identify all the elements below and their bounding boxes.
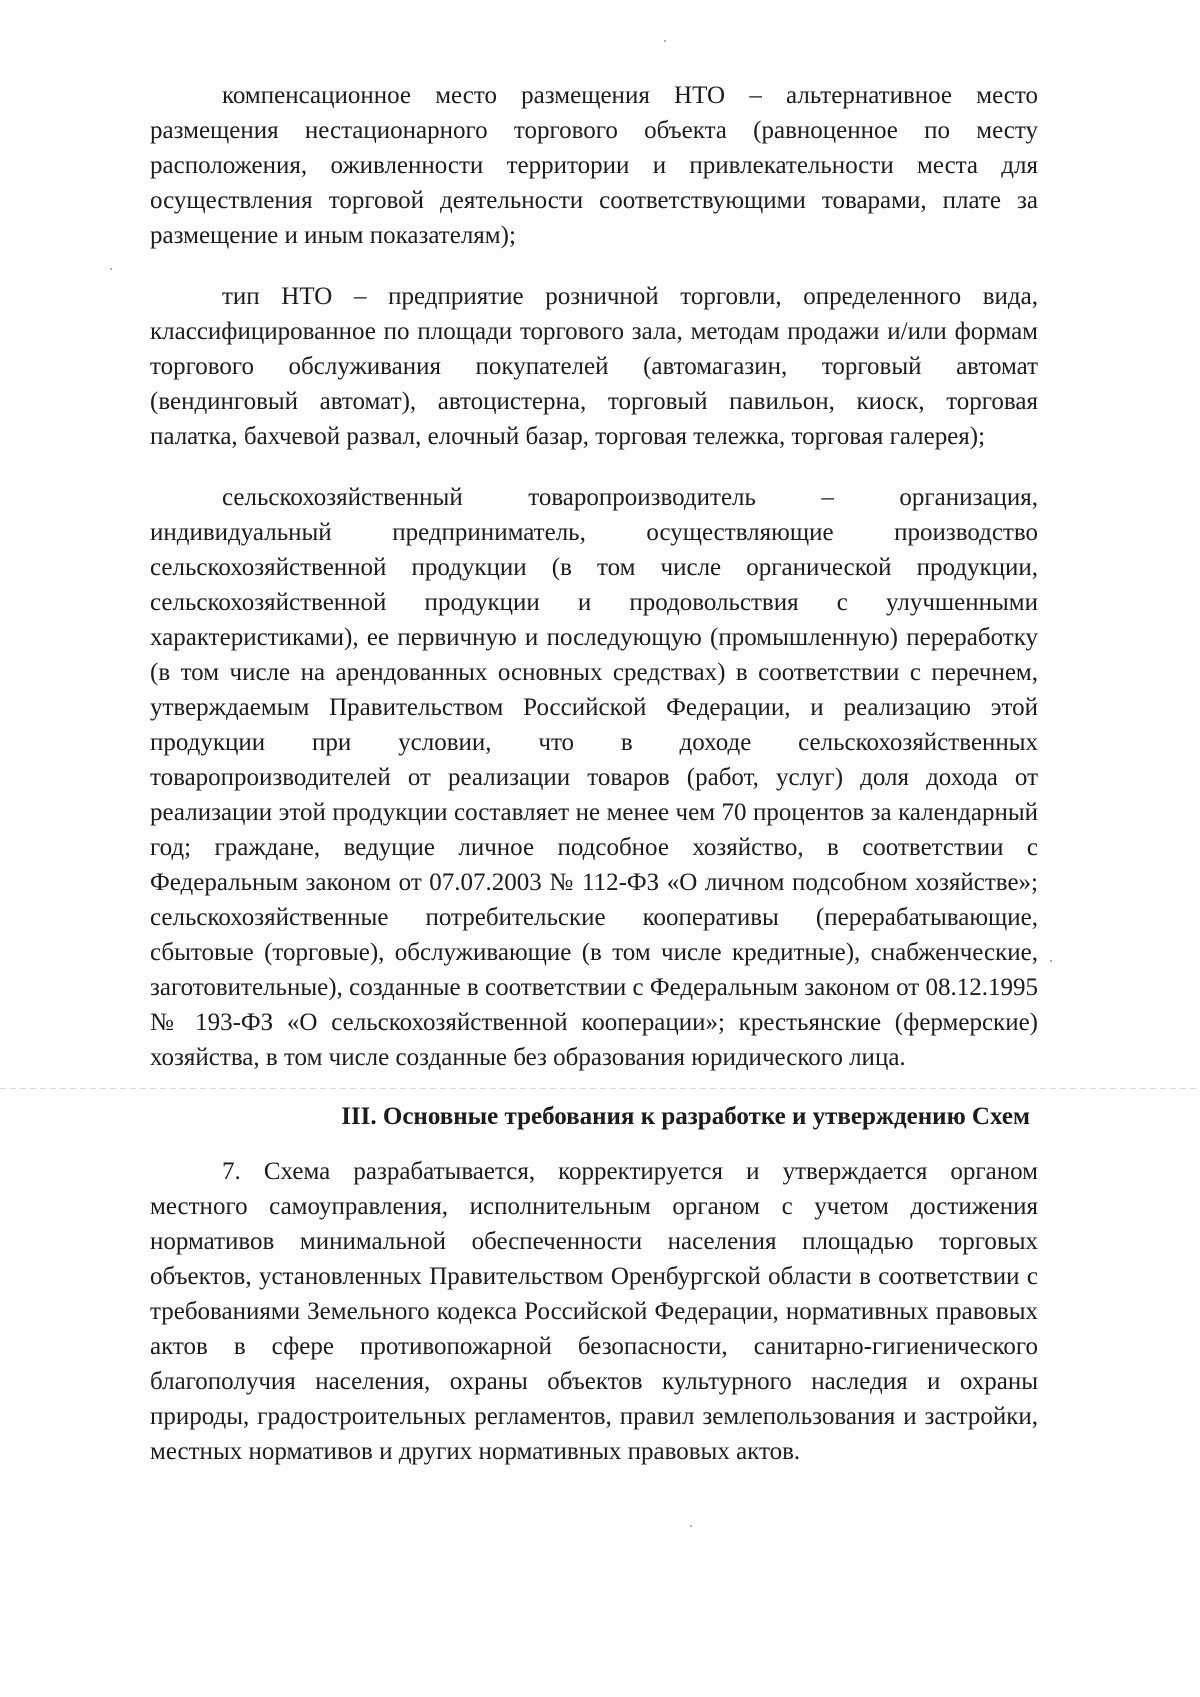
section-heading: III. Основные требования к разработке и утверждению Схем bbox=[341, 1103, 1030, 1130]
paragraph-spacer bbox=[150, 253, 1038, 279]
scan-speck bbox=[690, 1525, 692, 1527]
scan-speck bbox=[110, 268, 112, 270]
scan-speck bbox=[1050, 960, 1052, 962]
document-page bbox=[150, 78, 1038, 1469]
paragraph-spacer bbox=[150, 454, 1038, 480]
paragraph-nto-compensation-place: компенсационное место размещения НТО – альтернативное место размещения нестационарного торгового объекта (равноценное по месту расположения, оживленности территории и привлекательности места для осуществления торговой деятельности соответствующими товарами, плате за размещение и иным показателям); bbox=[150, 82, 1038, 249]
paragraph-agricultural-producer: сельскохозяйственный товаропроизводитель – организация, индивидуальный предприниматель, осуществляющие производство сельскохозяйственной продукции (в том числе органической продукции, сельскохозяйственной продукции и продовольствия с улучшенными характеристиками), ее первичную и последующую (промышленную) переработку (в том числе на арендованных основных средствах) в соответствии с перечнем, утверждаемым Правительством Российской Федерации, и реализацию этой продукции при условии, что в доходе сельскохозяйственных товаропроизводителей от реализации товаров (работ, услуг) доля дохода от реализации этой продукции составляет не менее чем 70 процентов за календарный год; граждане, ведущие личное подсобное хозяйство, в соответствии с Федеральным законом от 07.07.2003 № 112-ФЗ «О личном подсобном хозяйстве»; сельскохозяйственные потребительские кооперативы (перерабатывающие, сбытовые (торговые), обслуживающие (в том числе кредитные), снабженческие, заготовительные), созданные в соответствии с Федеральным законом от 08.12.1995 № 193-ФЗ «О сельскохозяйственной кооперации»; крестьянские (фермерские) хозяйства, в том числе созданные без образования юридического лица. bbox=[150, 484, 1038, 1071]
scan-artifact-line bbox=[0, 1088, 1200, 1089]
paragraph-item-7: 7. Схема разрабатывается, корректируется и утверждается органом местного самоуправления, исполнительным органом с учетом достижения нормативов минимальной обеспеченности населения площадью торговых объектов, установленных Правительством Оренбургской области в соответствии с требованиями Земельного кодекса Российской Федерации, нормативных правовых актов в сфере противопожарной безопасности, санитарно-гигиенического благополучия населения, охраны объектов культурного наследия и охраны природы, градостроительных регламентов, правил землепользования и застройки, местных нормативов и других нормативных правовых актов. bbox=[150, 1158, 1038, 1465]
scan-speck bbox=[664, 40, 666, 42]
paragraph-nto-type: тип НТО – предприятие розничной торговли, определенного вида, классифицированное по площади торгового зала, методам продажи и/или формам торгового обслуживания покупателей (автомагазин, торговый автомат (вендинговый автомат), автоцистерна, торговый павильон, киоск, торговая палатка, бахчевой развал, елочный базар, торговая тележка, торговая галерея); bbox=[150, 283, 1038, 450]
